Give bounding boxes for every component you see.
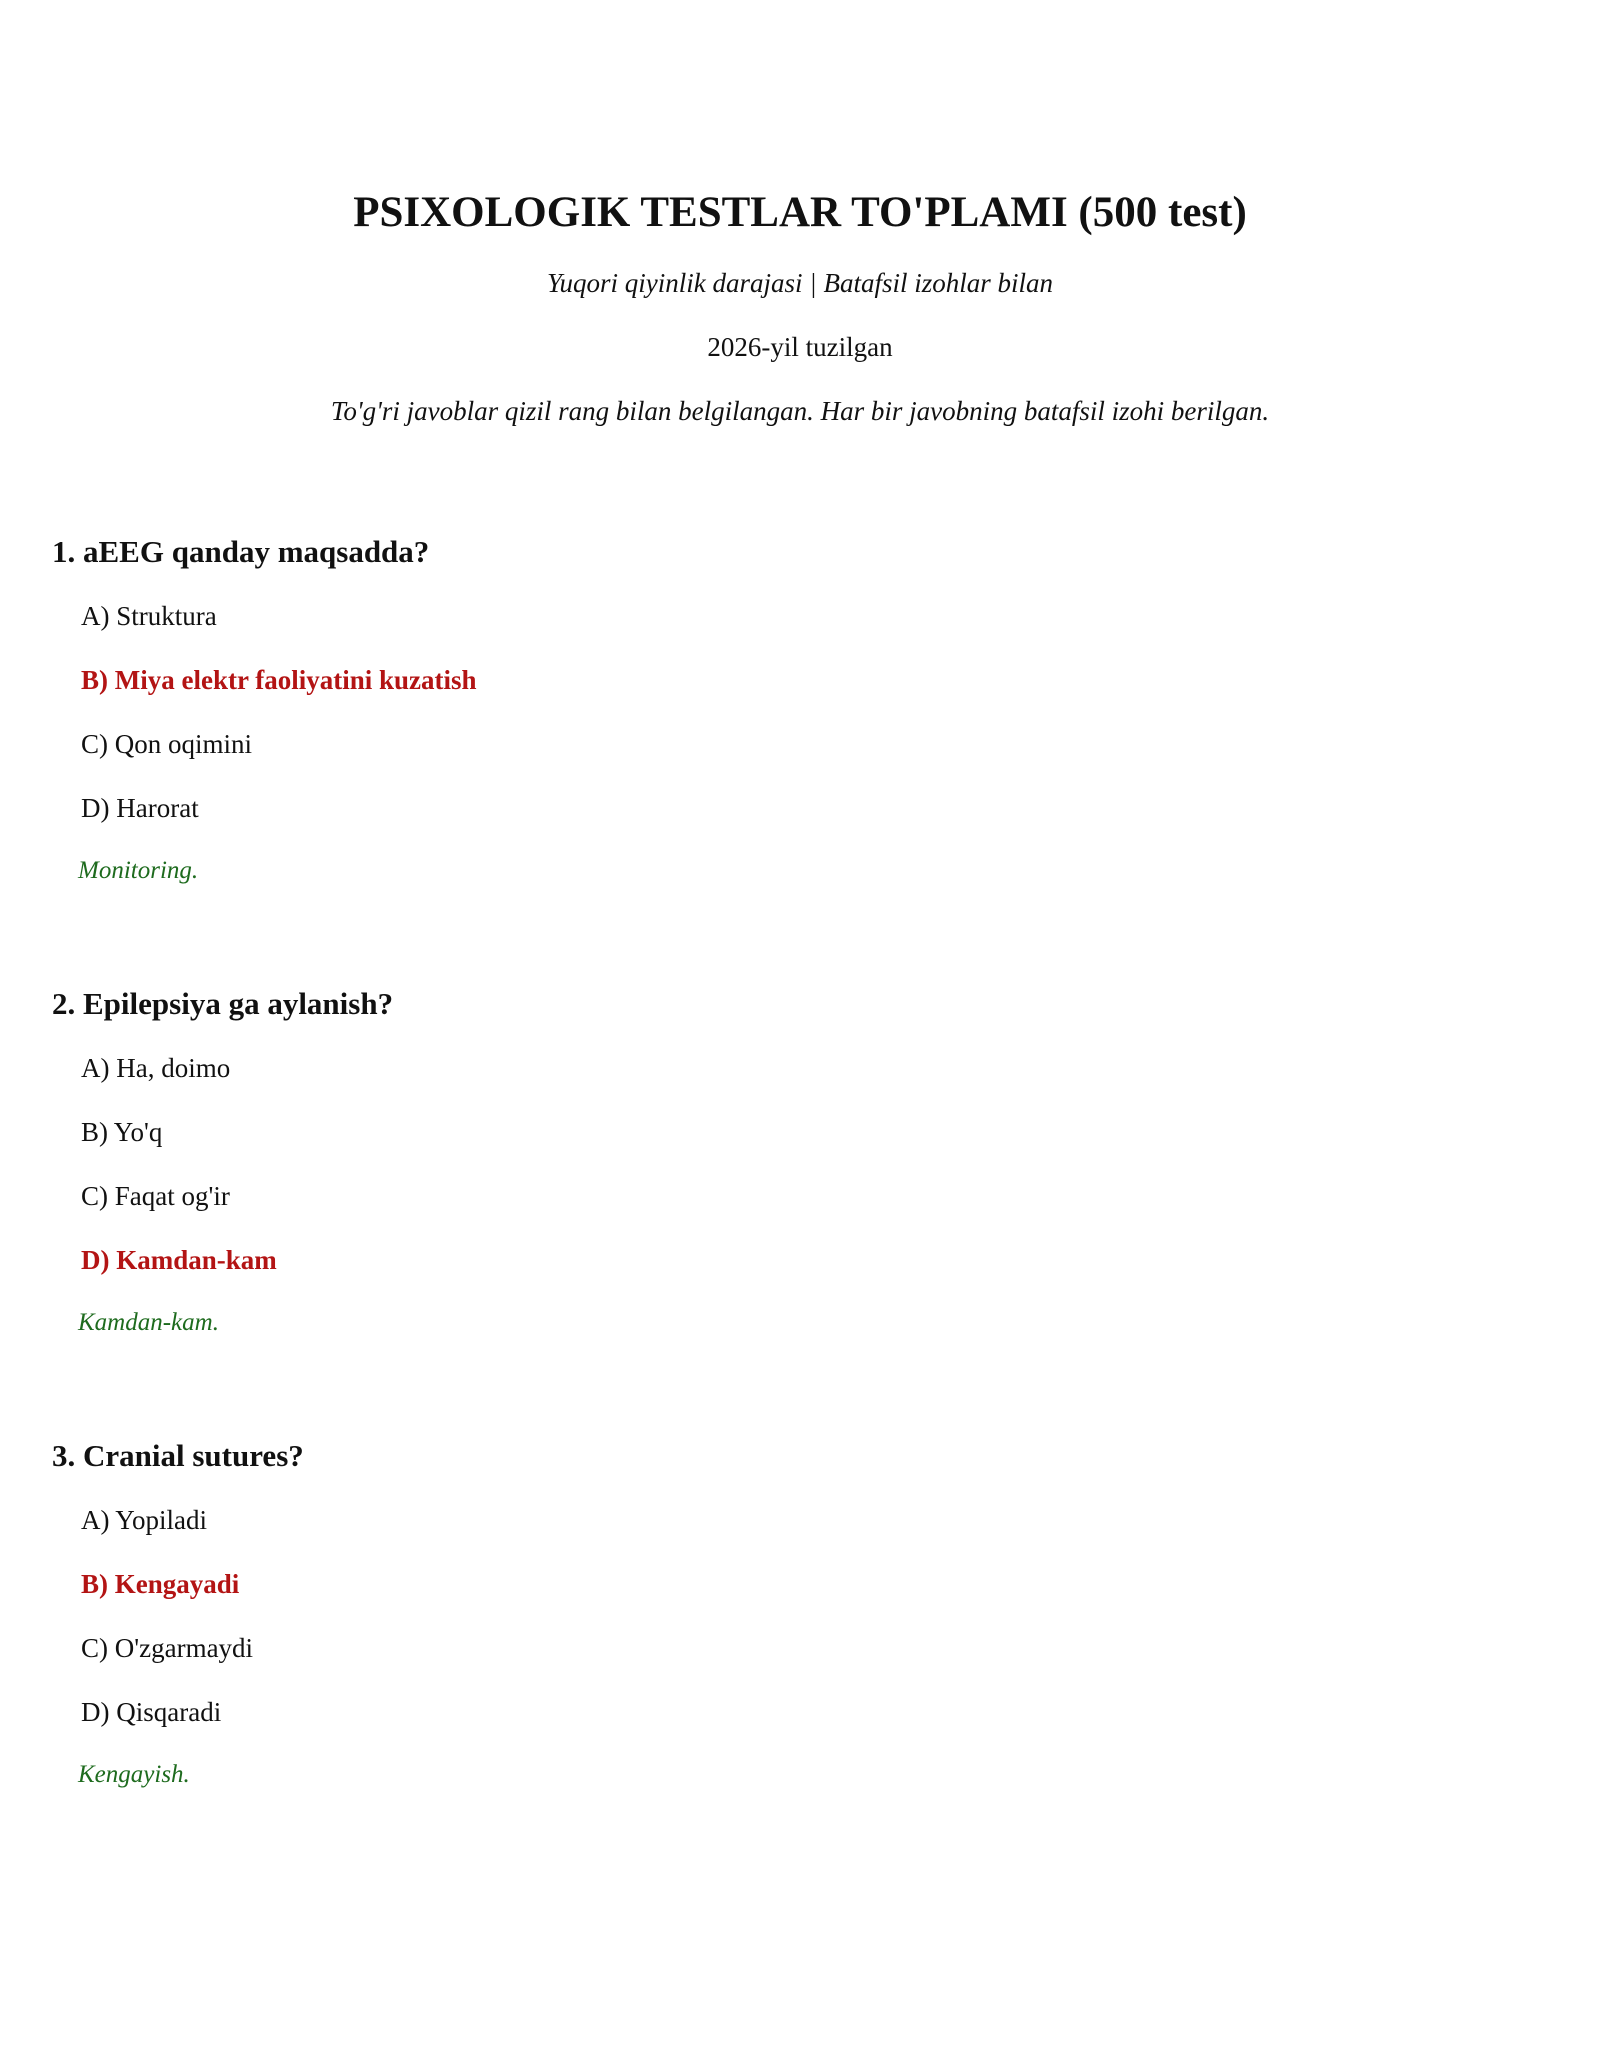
option-a: A) Ha, doimo [81,1053,231,1083]
question-list [52,520,1552,1876]
document-header [0,180,1600,443]
option-c: C) Qon oqimini [81,729,253,759]
question-title: 3. Cranial sutures? [52,1438,304,1473]
option-b: B) Yo'q [81,1117,163,1147]
option-d: D) Harorat [81,793,199,823]
option-a: A) Struktura [81,601,217,631]
question-2 [52,972,1552,1424]
option-d: D) Qisqaradi [81,1697,222,1727]
option-c: C) Faqat og'ir [81,1181,230,1211]
option-d-correct: D) Kamdan-kam [81,1245,277,1275]
option-c: C) O'zgarmaydi [81,1633,254,1663]
document-subtitle: Yuqori qiyinlik darajasi | Batafsil izohlar bilan [547,268,1053,298]
question-title: 1. aEEG qanday maqsadda? [52,534,430,569]
question-1 [52,520,1552,972]
document-year: 2026-yil tuzilgan [707,332,893,362]
option-a: A) Yopiladi [81,1505,208,1535]
question-title: 2. Epilepsiya ga aylanish? [52,986,394,1021]
document-note: To'g'ri javoblar qizil rang bilan belgilangan. Har bir javobning batafsil izohi berilgan. [330,396,1270,426]
document-title: PSIXOLOGIK TESTLAR TO'PLAMI (500 test) [353,189,1247,236]
question-explanation: Kamdan-kam. [78,1309,219,1336]
question-explanation: Monitoring. [78,857,199,884]
question-explanation: Kengayish. [78,1761,190,1788]
option-b-correct: B) Kengayadi [81,1569,240,1599]
question-3 [52,1424,1552,1876]
option-b-correct: B) Miya elektr faoliyatini kuzatish [81,665,477,695]
